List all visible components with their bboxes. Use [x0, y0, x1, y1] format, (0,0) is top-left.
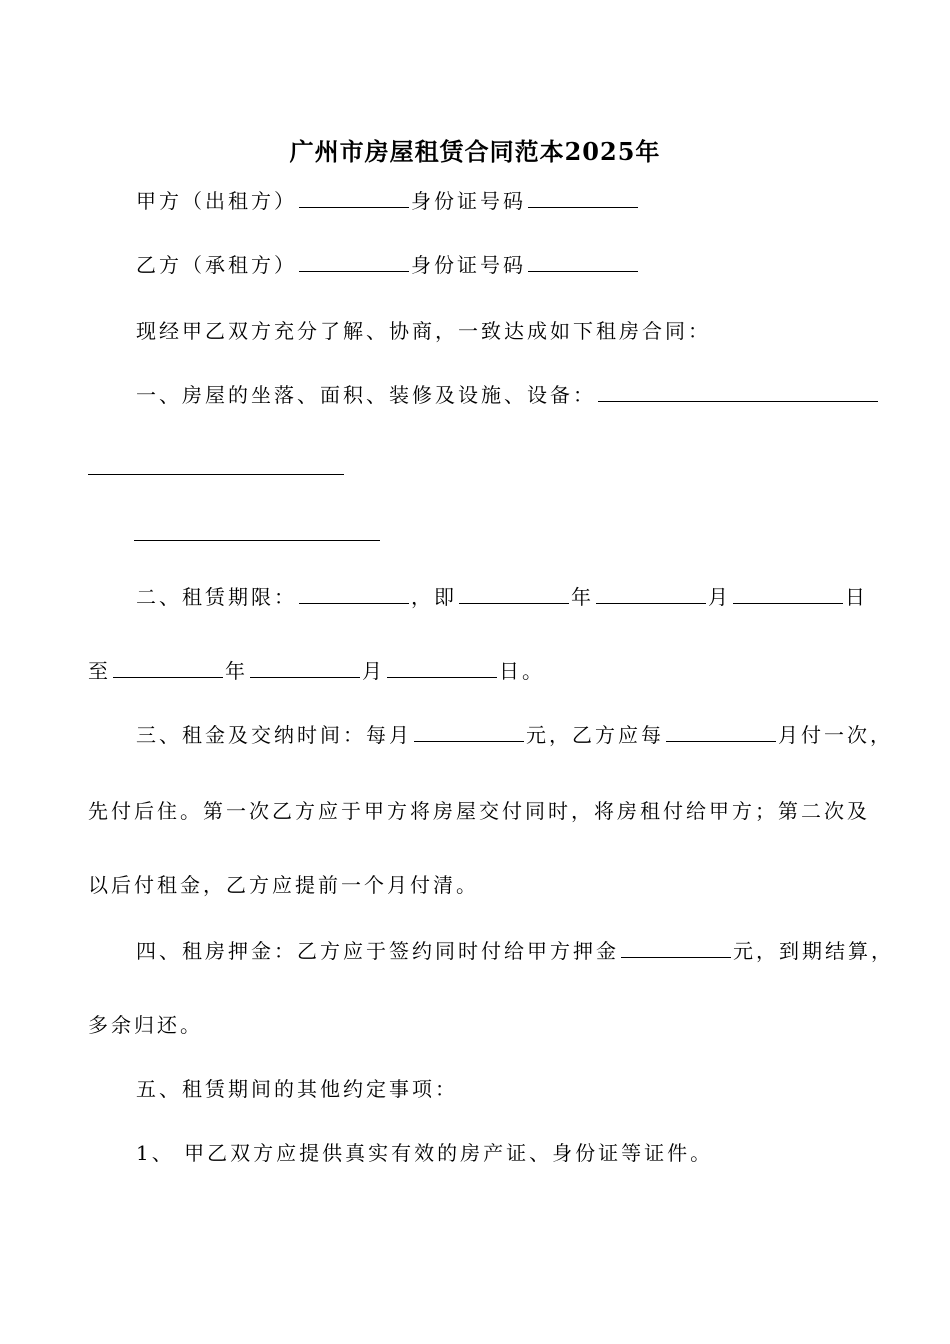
end-day-blank[interactable]: [387, 657, 497, 678]
deposit-blank[interactable]: [621, 937, 731, 958]
party-a-id-label: 身份证号码: [411, 189, 526, 213]
clause-1-line: [136, 380, 880, 410]
party-b-id-label: 身份证号码: [411, 253, 526, 277]
end-month-label: 月: [362, 659, 385, 683]
monthly-rent-blank[interactable]: [414, 721, 524, 742]
party-a-id-blank[interactable]: [528, 187, 638, 208]
party-a-line: [136, 186, 640, 216]
clause-4-suffix: 元，到期结算，: [733, 939, 894, 963]
clause-3-suffix: 月付一次，: [778, 723, 893, 747]
start-year-blank[interactable]: [459, 583, 569, 604]
party-a-name-blank[interactable]: [299, 187, 409, 208]
clause-3-line-3: 以后付租金，乙方应提前一个月付清。: [88, 873, 479, 897]
party-b-id-blank[interactable]: [528, 251, 638, 272]
clause-1-blank-1[interactable]: [598, 381, 878, 402]
end-year-label: 年: [225, 659, 248, 683]
clause-3-line-1: [136, 720, 893, 750]
party-b-line: [136, 250, 640, 280]
clause-2-line-1: [136, 582, 868, 612]
party-a-label: 甲方（出租方）: [136, 189, 297, 213]
clause-2-ji: ，即: [411, 585, 457, 609]
clause-2-to: 至: [88, 659, 111, 683]
start-day-blank[interactable]: [733, 583, 843, 604]
clause-1-text: 一、房屋的坐落、面积、装修及设施、设备：: [136, 383, 596, 407]
intro-paragraph: 现经甲乙双方充分了解、协商，一致达成如下租房合同：: [136, 319, 711, 343]
payment-interval-blank[interactable]: [666, 721, 776, 742]
start-month-label: 月: [708, 585, 731, 609]
page-title: 广州市房屋租赁合同范本2025年: [289, 137, 661, 166]
clause-4-line-2: 多余归还。: [88, 1013, 203, 1037]
term-length-blank[interactable]: [299, 583, 409, 604]
clause-4-line-1: [136, 936, 894, 966]
clause-5-heading: 五、租赁期间的其他约定事项：: [136, 1077, 458, 1101]
clause-2-prefix: 二、租赁期限：: [136, 585, 297, 609]
party-b-name-blank[interactable]: [299, 251, 409, 272]
clause-4-prefix: 四、租房押金：乙方应于签约同时付给甲方押金: [136, 939, 619, 963]
clause-3-yuan: 元，乙方应每: [526, 723, 664, 747]
clause-1-blank-2[interactable]: [88, 474, 344, 475]
start-year-label: 年: [571, 585, 594, 609]
end-day-label: 日。: [499, 659, 545, 683]
clause-1-blank-3[interactable]: [134, 540, 380, 541]
end-month-blank[interactable]: [250, 657, 360, 678]
party-b-label: 乙方（承租方）: [136, 253, 297, 277]
clause-2-line-2: [88, 656, 545, 686]
clause-3-line-2: 先付后住。第一次乙方应于甲方将房屋交付同时，将房租付给甲方；第二次及: [88, 799, 870, 823]
clause-3-prefix: 三、租金及交纳时间：每月: [136, 723, 412, 747]
end-year-blank[interactable]: [113, 657, 223, 678]
start-day-label: 日: [845, 585, 868, 609]
clause-5-item-1: 1、 甲乙双方应提供真实有效的房产证、身份证等证件。: [136, 1141, 714, 1165]
start-month-blank[interactable]: [596, 583, 706, 604]
